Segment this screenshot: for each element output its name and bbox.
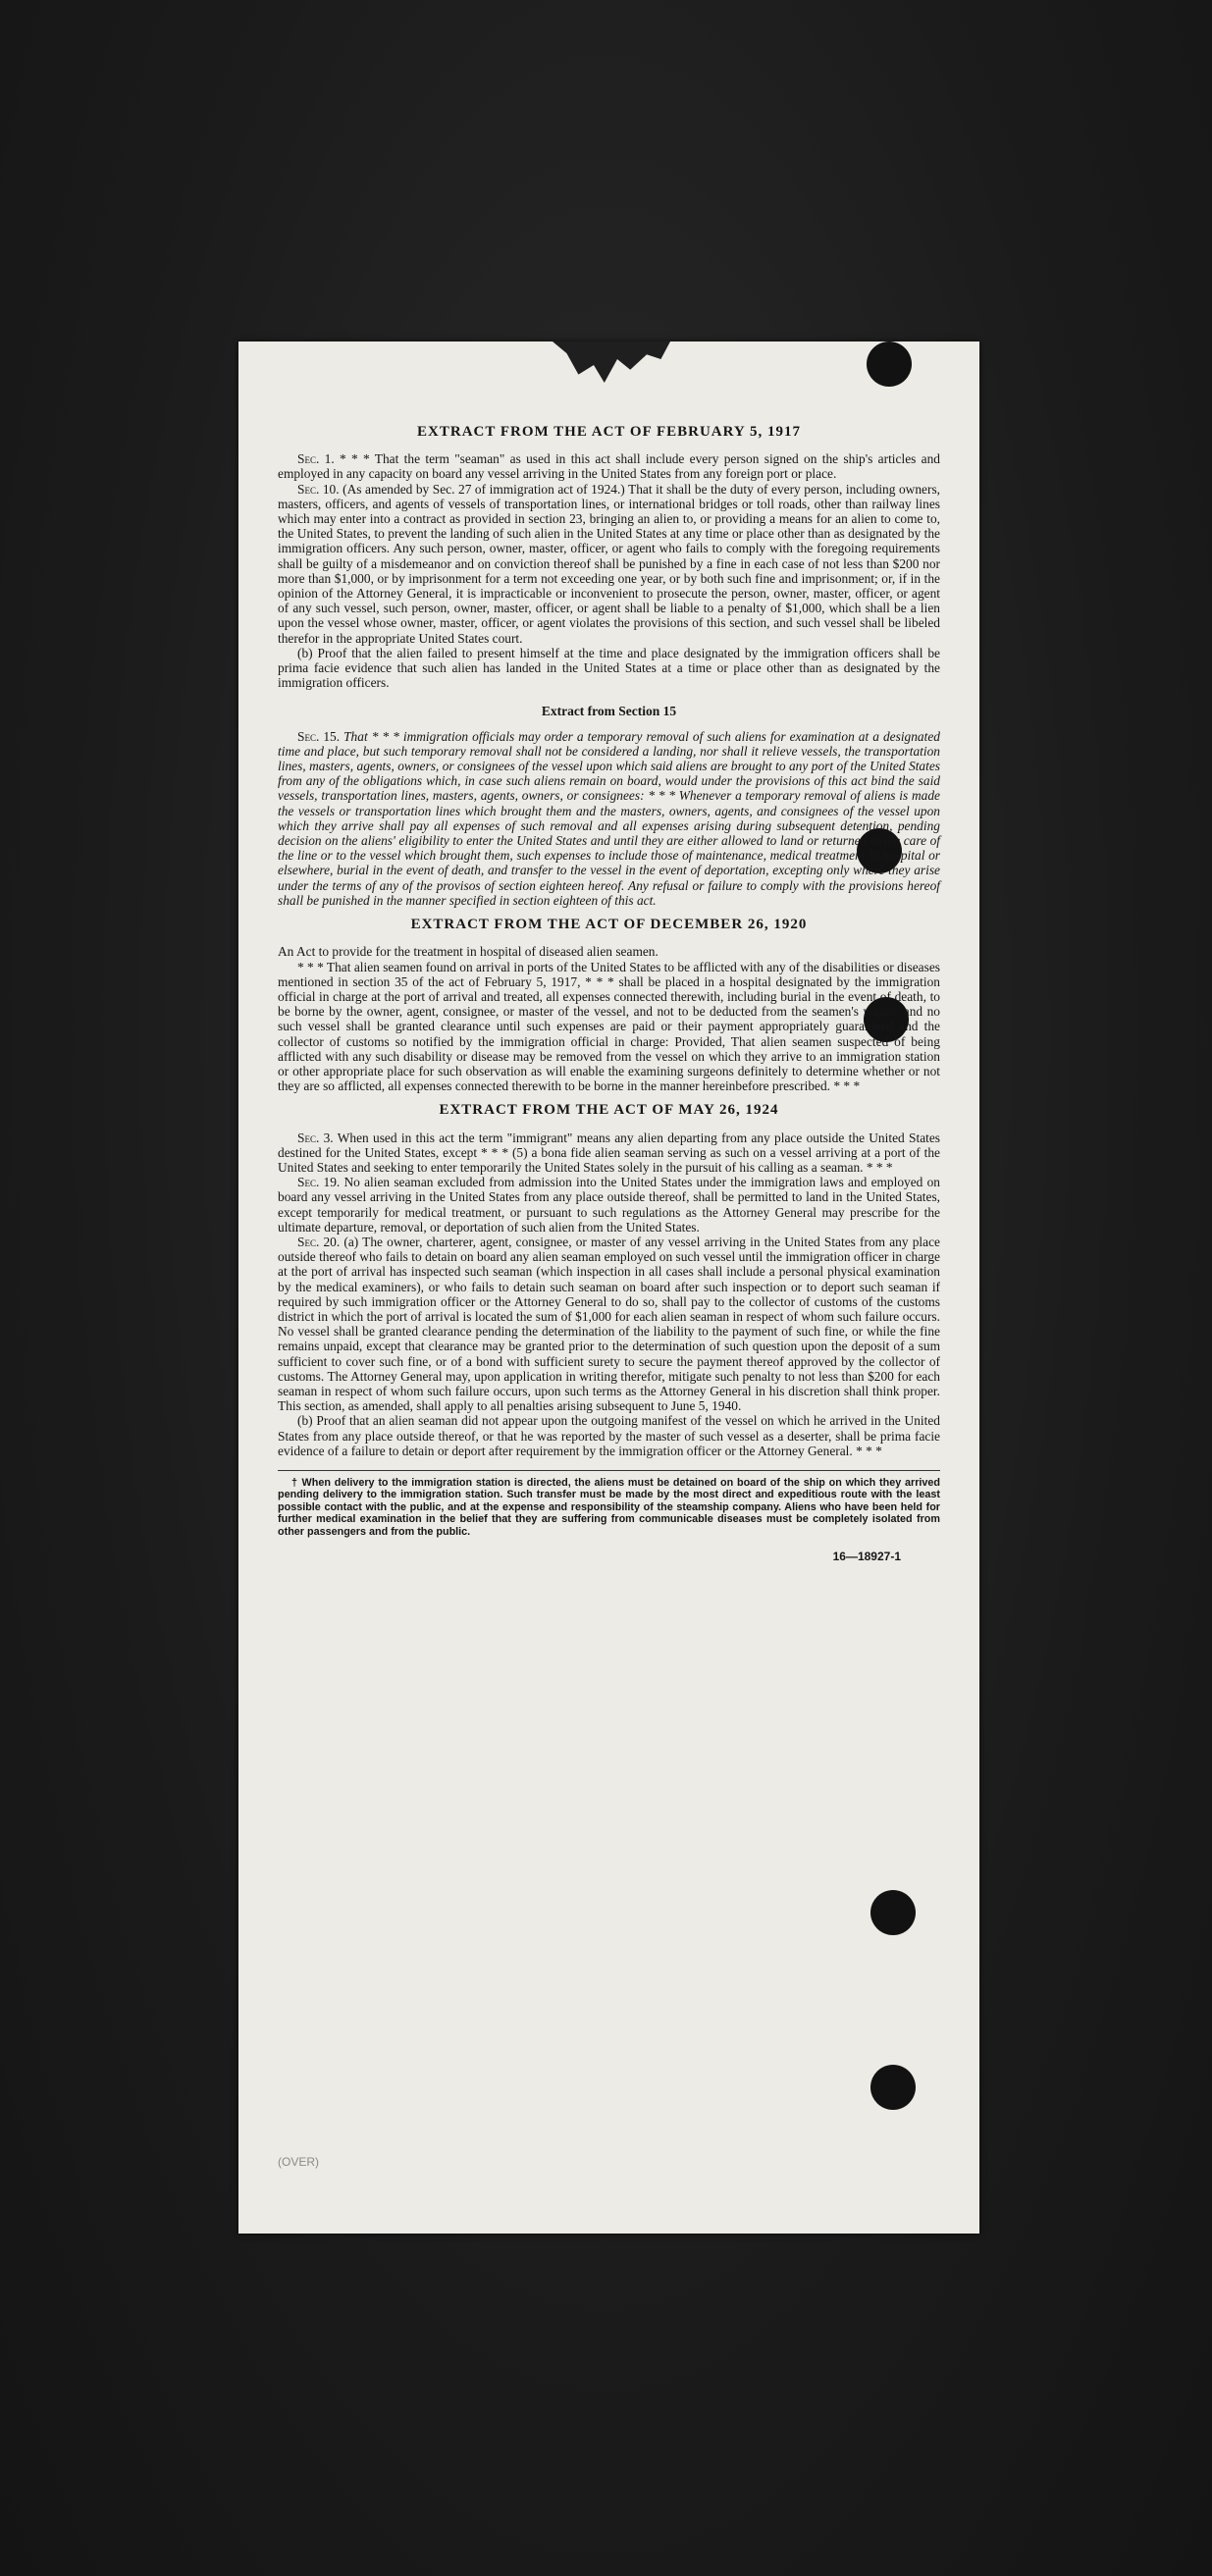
section-label: Sec. 15. [297, 728, 341, 744]
section-label: Sec. 20. [297, 1234, 341, 1249]
form-number: 16—18927-1 [832, 1550, 901, 1564]
section-label: Sec. 3. [297, 1130, 334, 1145]
footnote: † When delivery to the immigration station is directed, the aliens must be detained on board of the ship on which they arrived pending delivery to the immigration station. Such transfer must be made by the most direct and expeditious route with the least possible contact with the public, and at the expense and responsibility of the steamship company. Aliens who have been held for further medical examination in the belief that they are suffering from communicable diseases must be completely isolated from other passengers and from the public. [278, 1477, 940, 1538]
punch-hole-bottom-2 [870, 2065, 916, 2110]
heading-section-15: Extract from Section 15 [541, 704, 677, 719]
document-page [238, 342, 979, 2234]
punch-hole-top [867, 342, 912, 387]
section-text: * * * That the term "seaman" as used in this act shall include every person signed on the ship's articles and employed in any capacity on board any vessel arriving in the United States from any foreign port or place. [278, 451, 940, 482]
section-1 [278, 451, 940, 481]
section-15 [278, 729, 940, 908]
section-20-b: (b) Proof that an alien seaman did not appear upon the outgoing manifest of the vessel on which he arrived in the United States from any place outside thereof, or that he was reported by the master of such vessel as a deserter, shall be prima facie evidence of a failure to detain or deport after requirement by the immigration officer or the Attorney General. * * * [278, 1413, 940, 1458]
punch-hole-bottom-1 [870, 1890, 916, 1935]
heading-act-1920: EXTRACT FROM THE ACT OF DECEMBER 26, 1920 [410, 917, 808, 933]
section-label: Sec. 1. [297, 451, 335, 467]
act-1920-intro: An Act to provide for the treatment in hospital of diseased alien seamen. [278, 944, 659, 960]
section-text: That * * * immigration officials may order a temporary removal of such aliens for examination at a designated time and place, but such temporary removal shall not be considered a landing, nor shall it relieve vessels, the transportation lines, masters, agents, owners, or consignees of the vessel upon which said aliens are brought to any port of the United States from any of the obligations which, in case such aliens remain on board, would under the provisions of this act bind the said vessels, transportation lines, masters, agents, owners, or consignees: * * * Whenever a temporary removal of aliens is made the vessels or transportation lines which brought them and the masters, owners, agents, and consignees of the vessel upon which they arrive shall pay all expenses of such removal and all expenses arising during subsequent detention, pending decision on the aliens' eligibility to enter the United States and until they are either allowed to land or returned to the care of the line or to the vessel which brought them, such expenses to include those of maintenance, medical treatment in hospital or elsewhere, burial in the event of death, and transfer to the vessel in the event of deportation, excepting only where they arise under the terms of any of the provisos of section eighteen hereof. Any refusal or failure to comply with the provisions hereof shall be punished in the manner specified in section eighteen of this act. [278, 728, 940, 908]
section-label: Sec. 19. [297, 1175, 341, 1190]
section-19 [278, 1175, 940, 1235]
heading-act-1924: EXTRACT FROM THE ACT OF MAY 26, 1924 [439, 1102, 779, 1119]
torn-edge [553, 342, 670, 400]
section-label: Sec. 10. [297, 481, 340, 497]
over-stamp: (OVER) [278, 2155, 319, 2169]
section-20 [278, 1235, 940, 1413]
heading-act-1917: EXTRACT FROM THE ACT OF FEBRUARY 5, 1917 [417, 424, 801, 440]
act-1920-body: * * * That alien seamen found on arrival in ports of the United States to be afflicted with any of the disabilities or diseases mentioned in section 35 of the act of February 5, 1917, * * * shall be placed in a hospital designated by the immigration official in charge at the port of arrival and treated, all expenses connected therewith, including burial in the event of death, to be borne by the owner, agent, consignee, or master of the vessel, and not to be deducted from the seamen's wages, and no such vessel shall be granted clearance until such expenses are paid or their payment appropriately guaranteed and the collector of customs so notified by the immigration official in charge: Provided, That alien seamen suspected of being afflicted with any such disability or disease may be removed from the vessel on which they arrive to an immigration station or other appropriate place for such observation as will enable the examining surgeons definitely to determine whether or not they are so afflicted, all expenses connected therewith to be borne in the manner hereinbefore prescribed. * * * [278, 959, 940, 1094]
section-3 [278, 1130, 940, 1176]
section-text: (a) The owner, charterer, agent, consignee, or master of any vessel arriving in the United States from any place outside thereof who fails to detain on board any alien seaman employed on such vessel until the immigration officer in charge at the port of arrival has inspected such seaman (which inspection in all cases shall include a personal physical examination by the medical examiners), or who fails to detain such seaman on board after such inspection or to deport such seaman if required by such immigration officer or the Attorney General to do so, shall pay to the collector of customs of the customs district in which the port of arrival is located the sum of $1,000 for each alien seaman in respect of whom such failure occurs. No vessel shall be granted clearance pending the determination of the liability to the payment of such fine, or while the fine remains unpaid, except that clearance may be granted prior to the determination of such question upon the deposit of a sum sufficient to cover such fine, or of a bond with sufficient surety to secure the payment thereof approved by the collector of customs. The Attorney General may, upon application in writing therefor, mitigate such penalty to not less than $200 for each seaman in respect of whom such failure occurs, upon such terms as the Attorney General in his discretion shall think proper. This section, as amended, shall apply to all penalties arising subsequent to June 5, 1940. [278, 1234, 940, 1414]
document-body [278, 415, 940, 1564]
section-text: When used in this act the term "immigrant" means any alien departing from any place outside the United States destined for the United States, except * * * (5) a bona fide alien seaman serving as such on a vessel arriving at a port of the United States and seeking to enter temporarily the United States solely in the pursuit of his calling as a seaman. * * * [278, 1130, 941, 1175]
section-10-b: (b) Proof that the alien failed to present himself at the time and place designated by the immigration officers shall be prima facie evidence that such alien has landed in the United States at a time or place other than as designated by the immigration officers. [278, 645, 940, 691]
section-text: (As amended by Sec. 27 of immigration act of 1924.) That it shall be the duty of every person, including owners, masters, officers, and agents of vessels of transportation lines, or international bridges or toll roads, other than railway lines which may enter into a contract as provided in section 23, bringing an alien to, or providing a means for an alien to come to, the United States, to prevent the landing of such alien in the United States at any time or place other than as designated by the immigration officers. Any such person, owner, master, officer, or agent who fails to comply with the foregoing requirements shall be guilty of a misdemeanor and on conviction thereof shall be punished by a fine in each case of not less than $200 nor more than $1,000, or by imprisonment for a term not exceeding one year, or by both such fine and imprisonment; or, if in the opinion of the Attorney General, it is impracticable or inconvenient to prosecute the person, owner, master, officer, or agent of any such vessel, such person, owner, master, officer, or agent shall be liable to a penalty of $1,000, which shall be a lien upon the vessel whose owner, master, officer, or agent violates the provisions of this section, and such vessel shall be libeled therefor in the appropriate United States court. [278, 481, 940, 646]
section-10 [278, 482, 940, 646]
footnote-divider [278, 1470, 940, 1471]
section-text: No alien seaman excluded from admission into the United States under the immigration laws and employed on board any vessel arriving in the United States from any place outside thereof, shall be permitted to land in the United States, except temporarily for medical treatment, or pursuant to such regulations as the Attorney General may prescribe for the ultimate departure, removal, or deportation of such alien from the United States. [278, 1175, 940, 1235]
